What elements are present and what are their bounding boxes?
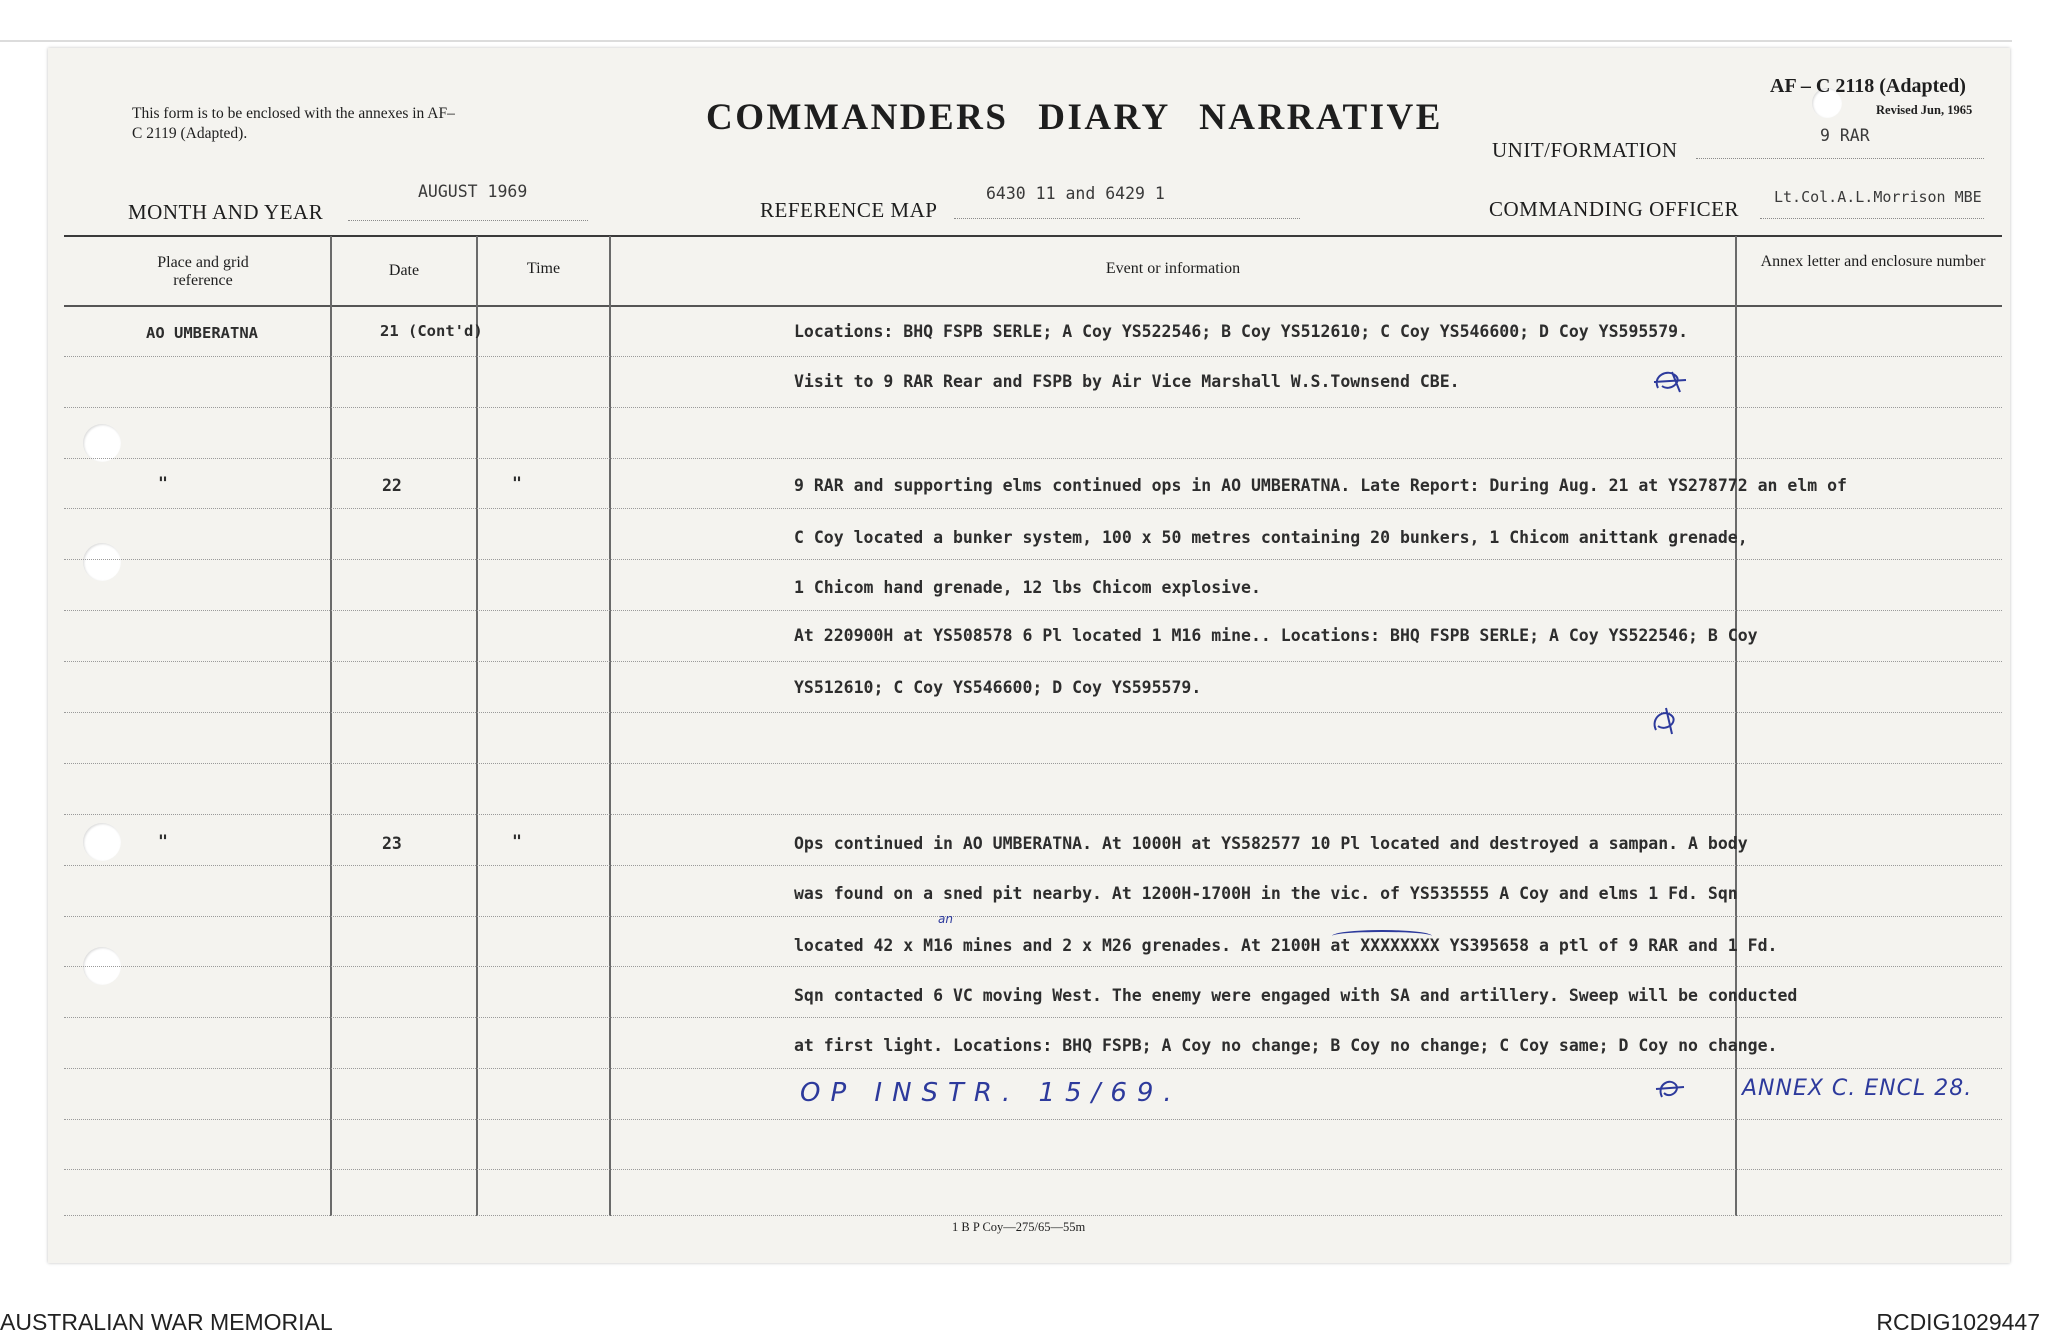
map-dotted-line xyxy=(954,218,1300,219)
sheet-shadow-edge xyxy=(0,40,2012,42)
entry-line: C Coy located a bunker system, 100 x 50 metres containing 20 bunkers, 1 Chicom anittank grenade, xyxy=(794,528,1748,547)
map-label: REFERENCE MAP xyxy=(760,198,938,222)
column-divider xyxy=(1735,236,1737,1216)
column-header-time: Time xyxy=(526,260,561,277)
handwritten-annex-ref: ANNEX C. ENCL 28. xyxy=(1742,1076,1973,1101)
column-divider xyxy=(609,236,611,1216)
handwritten-op-instr: OP INSTR. 15/69. xyxy=(800,1078,1182,1108)
entry-line: 1 Chicom hand grenade, 12 lbs Chicom explosive. xyxy=(794,578,1261,597)
column-divider xyxy=(330,236,332,1216)
initials-mark xyxy=(1652,1075,1688,1108)
footer-record-id: RCDIG1029447 xyxy=(1876,1309,2040,1335)
entry-line: Visit to 9 RAR Rear and FSPB by Air Vice Marshall W.S.Townsend CBE. xyxy=(794,372,1460,391)
entry-line: Sqn contacted 6 VC moving West. The enemy were engaged with SA and artillery. Sweep will be conducted xyxy=(794,986,1798,1005)
entry-date: 21 (Cont'd) xyxy=(380,322,483,340)
ruled-line xyxy=(64,916,2002,917)
footer-institution: AUSTRALIAN WAR MEMORIAL xyxy=(0,1309,333,1335)
unit-label: UNIT/FORMATION xyxy=(1492,138,1678,162)
form-title: COMMANDERS DIARY NARRATIVE xyxy=(706,97,1443,138)
entry-line: Locations: BHQ FSPB SERLE; A Coy YS522546; B Coy YS512610; C Coy YS546600; D Coy YS595579. xyxy=(794,322,1689,341)
entry-line: 9 RAR and supporting elms continued ops in AO UMBERATNA. Late Report: During Aug. 21 at YS278772 an elm of xyxy=(794,476,1847,495)
unit-dotted-line xyxy=(1696,158,1984,159)
ruled-line xyxy=(64,661,2002,662)
handwritten-correction: an xyxy=(938,912,953,926)
table-header-border xyxy=(64,305,2002,307)
punch-hole xyxy=(83,823,121,861)
month-dotted-line xyxy=(348,220,588,221)
ruled-line xyxy=(64,966,2002,967)
month-value: AUGUST 1969 xyxy=(418,182,528,201)
entry-line: was found on a sned pit nearby. At 1200H-1700H in the vic. of YS535555 A Coy and elms 1 Fd. Sqn xyxy=(794,884,1738,903)
column-divider xyxy=(476,236,478,1216)
entry-line: located 42 x M16 mines and 2 x M26 grenades. At 2100H at XXXXXXXX YS395658 a ptl of 9 RAR and 1 Fd. xyxy=(794,936,1778,955)
initials-mark xyxy=(1650,366,1690,401)
diary-form-sheet xyxy=(48,48,2010,1263)
ruled-line xyxy=(64,712,2002,713)
entry-date: 23 xyxy=(382,834,402,853)
printer-line: 1 B P Coy—275/65—55m xyxy=(952,1220,1086,1234)
ruled-line xyxy=(64,559,2002,560)
entry-line: YS512610; C Coy YS546600; D Coy YS595579. xyxy=(794,678,1202,697)
ruled-line xyxy=(64,1119,2002,1120)
co-value: Lt.Col.A.L.Morrison MBE xyxy=(1774,188,1982,206)
table-top-border xyxy=(64,235,2002,237)
column-header-date: Date xyxy=(388,262,420,279)
entry-place: AO UMBERATNA xyxy=(146,324,258,342)
entry-time: " xyxy=(512,832,522,851)
entry-date: 22 xyxy=(382,476,402,495)
enclosure-note: This form is to be enclosed with the annexes in AF–C 2119 (Adapted). xyxy=(132,105,455,142)
ruled-line xyxy=(64,458,2002,459)
ruled-line xyxy=(64,865,2002,866)
initials-signature xyxy=(1652,1075,1688,1103)
entry-line: at first light. Locations: BHQ FSPB; A Coy no change; B Coy no change; C Coy same; D Coy no change. xyxy=(794,1036,1778,1055)
ruled-line xyxy=(64,610,2002,611)
column-header-place: Place and grid reference xyxy=(157,254,249,289)
ruled-line xyxy=(64,763,2002,764)
ruled-line xyxy=(64,814,2002,815)
ruled-line xyxy=(64,1215,2002,1216)
ruled-line xyxy=(64,1169,2002,1170)
entry-place: " xyxy=(158,474,168,493)
entry-line: Ops continued in AO UMBERATNA. At 1000H at YS582577 10 Pl located and destroyed a sampan. A body xyxy=(794,834,1748,853)
form-code: AF – C 2118 (Adapted) xyxy=(1770,75,1966,97)
entry-place: " xyxy=(158,832,168,851)
month-label: MONTH AND YEAR xyxy=(128,200,324,224)
co-label: COMMANDING OFFICER xyxy=(1489,197,1739,221)
initials-signature xyxy=(1650,366,1690,396)
unit-value: 9 RAR xyxy=(1820,126,1870,145)
strikethrough-arc xyxy=(1332,930,1432,942)
ruled-line xyxy=(64,1068,2002,1069)
ruled-line xyxy=(64,1017,2002,1018)
ruled-line xyxy=(64,407,2002,408)
ruled-line xyxy=(64,508,2002,509)
initials-signature xyxy=(1648,706,1684,736)
co-dotted-line xyxy=(1760,218,1984,219)
punch-hole xyxy=(83,543,121,581)
entry-time: " xyxy=(512,474,522,493)
column-header-event: Event or information xyxy=(1105,260,1241,277)
map-value: 6430 11 and 6429 1 xyxy=(986,184,1165,203)
entry-line: At 220900H at YS508578 6 Pl located 1 M16 mine.. Locations: BHQ FSPB SERLE; A Coy YS522546; B Coy xyxy=(794,626,1758,645)
ruled-line xyxy=(64,356,2002,357)
revised-date: Revised Jun, 1965 xyxy=(1876,103,1973,117)
initials-mark xyxy=(1648,706,1684,741)
column-header-annex: Annex letter and enclosure number xyxy=(1760,253,1986,270)
punch-hole xyxy=(83,424,121,462)
